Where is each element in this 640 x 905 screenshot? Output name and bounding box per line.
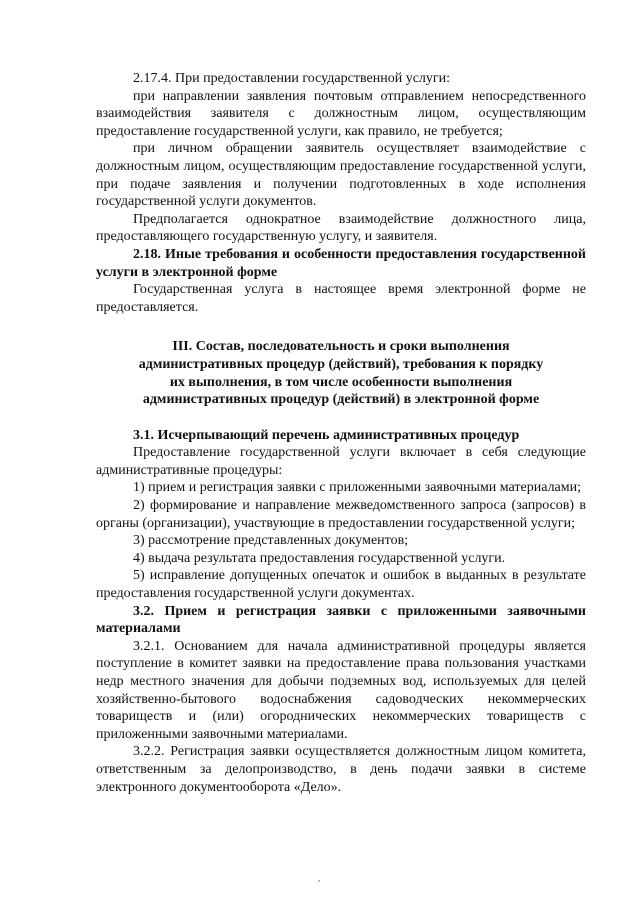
section-3-2-title: 3.2. Прием и регистрация заявки с приложенными заявочными материалами xyxy=(96,603,586,637)
procedure-item: 5) исправление допущенных опечаток и ошибок в выданных в результате предоставления государственной услуги документах. xyxy=(96,568,586,602)
section-3-1-intro: Предоставление государственной услуги включает в себя следующие административные процедуры: xyxy=(96,445,586,478)
paragraph-3-2-1: 3.2.1. Основанием для начала административной процедуры является поступление в комитет заявки на предоставление права пользования участками недр местного значения для добычи подземных вод, используемых для целей хозяйственно-бытового водоснабжения садоводческих некоммерческих товариществ и (или) огороднических некоммерческих товариществ с приложенными заявочными материалами. xyxy=(96,638,586,742)
section-2-18-title: 2.18. Иные требования и особенности предоставления государственной услуги в электронной форме xyxy=(96,246,586,280)
paragraph-postal: при направлении заявления почтовым отправлением непосредственного взаимодействия заявителя с должностным лицом, осуществляющим предоставление государственной услуги, как правило, не требуется; xyxy=(96,88,586,139)
procedure-item: 2) формирование и направление межведомственного запроса (запросов) в органы (организации), участвующие в предоставлении государственной услуги; xyxy=(96,498,586,531)
section-3-1-title: 3.1. Исчерпывающий перечень административных процедур xyxy=(133,427,520,443)
paragraph-3-2-2: 3.2.2. Регистрация заявки осуществляется должностным лицом комитета, ответственным за делопроизводство, в день подачи заявки в системе электронного документооборота «Дело». xyxy=(96,744,586,795)
procedure-item: 3) рассмотрение представленных документов; xyxy=(133,533,409,549)
paragraph-2-17-4: 2.17.4. При предоставлении государственной услуги: xyxy=(133,71,451,86)
chapter-3-line: III. Состав, последовательность и сроки выполнения xyxy=(172,339,510,355)
paragraph-single-interaction: Предполагается однократное взаимодействие должностного лица, предоставляющего государственную услугу, и заявителя. xyxy=(96,211,586,245)
procedure-item: 4) выдача результата предоставления государственной услуги. xyxy=(133,550,506,566)
chapter-3-line: их выполнения, в том числе особенности выполнения xyxy=(169,374,513,390)
section-2-18-text: Государственная услуга в настоящее время электронной форме не предоставляется. xyxy=(96,282,586,315)
paragraph-personal: при личном обращении заявитель осуществляет взаимодействие с должностным лицом, осуществляющим предоставление государственной услуги, при подаче заявления и получении подготовленных в ходе исполнения государственной услуги документов. xyxy=(96,141,586,210)
chapter-3-heading xyxy=(96,338,586,408)
scan-speck xyxy=(318,880,320,882)
chapter-3-line: административных процедур (действий) в электронной форме xyxy=(142,392,540,408)
chapter-3-line: административных процедур (действий), требования к порядку xyxy=(138,356,544,372)
procedure-item: 1) прием и регистрация заявки с приложенными заявочными материалами; xyxy=(133,480,582,496)
document-page xyxy=(96,70,586,796)
